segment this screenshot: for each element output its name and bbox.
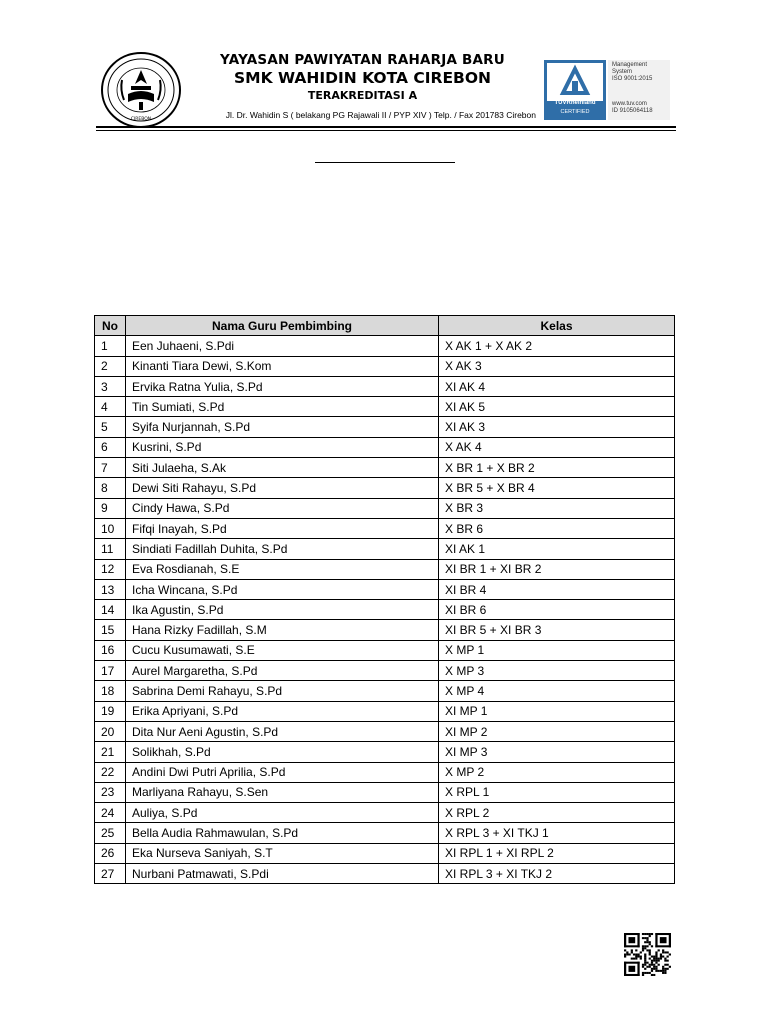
cell-class: X RPL 2	[439, 803, 675, 823]
table-row	[95, 498, 675, 518]
table-row	[95, 478, 675, 498]
cell-teacher-name: Cucu Kusumawati, S.E	[126, 640, 439, 660]
table-row	[95, 579, 675, 599]
cell-class: XI MP 3	[439, 742, 675, 762]
table-row	[95, 620, 675, 640]
cell-teacher-name: Marliyana Rahayu, S.Sen	[126, 782, 439, 802]
table-row	[95, 559, 675, 579]
cell-no: 8	[95, 478, 126, 498]
cell-teacher-name: Cindy Hawa, S.Pd	[126, 498, 439, 518]
cell-class: X MP 1	[439, 640, 675, 660]
table-row	[95, 397, 675, 417]
cell-no: 18	[95, 681, 126, 701]
cell-no: 24	[95, 803, 126, 823]
title-underline	[315, 162, 455, 163]
letterhead-divider-thin	[96, 130, 676, 131]
table-row	[95, 336, 675, 356]
cell-class: X MP 3	[439, 661, 675, 681]
cell-no: 4	[95, 397, 126, 417]
cell-teacher-name: Dewi Siti Rahayu, S.Pd	[126, 478, 439, 498]
cell-teacher-name: Icha Wincana, S.Pd	[126, 579, 439, 599]
cell-class: XI BR 5 + XI BR 3	[439, 620, 675, 640]
table-row	[95, 843, 675, 863]
table-row	[95, 803, 675, 823]
cell-class: X RPL 3 + XI TKJ 1	[439, 823, 675, 843]
cell-no: 20	[95, 721, 126, 741]
school-name: SMK WAHIDIN KOTA CIREBON	[233, 69, 491, 87]
cell-no: 19	[95, 701, 126, 721]
cell-no: 6	[95, 437, 126, 457]
cell-class: XI AK 5	[439, 397, 675, 417]
cell-class: XI AK 3	[439, 417, 675, 437]
cell-teacher-name: Eka Nurseva Saniyah, S.T	[126, 843, 439, 863]
cell-class: XI RPL 3 + XI TKJ 2	[439, 864, 675, 884]
cell-teacher-name: Een Juhaeni, S.Pdi	[126, 336, 439, 356]
cell-class: XI MP 2	[439, 721, 675, 741]
table-row	[95, 681, 675, 701]
certified-label: CERTIFIED	[560, 109, 590, 115]
cell-class: X RPL 1	[439, 782, 675, 802]
iso-certificate-badge	[544, 60, 670, 120]
table-row	[95, 376, 675, 396]
cell-class: XI BR 4	[439, 579, 675, 599]
cell-teacher-name: Bella Audia Rahmawulan, S.Pd	[126, 823, 439, 843]
school-address: Jl. Dr. Wahidin S ( belakang PG Rajawali II / PYP XIV ) Telp. / Fax 201783 Cirebon	[225, 110, 536, 120]
cell-teacher-name: Ika Agustin, S.Pd	[126, 600, 439, 620]
table-row	[95, 721, 675, 741]
cell-teacher-name: Fifqi Inayah, S.Pd	[126, 518, 439, 538]
table-body	[95, 336, 675, 884]
cell-no: 3	[95, 376, 126, 396]
table-row	[95, 823, 675, 843]
cell-teacher-name: Tin Sumiati, S.Pd	[126, 397, 439, 417]
cell-teacher-name: Auliya, S.Pd	[126, 803, 439, 823]
cell-no: 1	[95, 336, 126, 356]
tuv-triangle-icon	[547, 63, 603, 101]
cell-no: 17	[95, 661, 126, 681]
cell-no: 13	[95, 579, 126, 599]
table-row	[95, 356, 675, 376]
table-row	[95, 864, 675, 884]
cell-class: XI AK 1	[439, 539, 675, 559]
cell-teacher-name: Solikhah, S.Pd	[126, 742, 439, 762]
table-row	[95, 539, 675, 559]
cell-class: X BR 5 + X BR 4	[439, 478, 675, 498]
cell-no: 22	[95, 762, 126, 782]
cell-no: 11	[95, 539, 126, 559]
table-row	[95, 417, 675, 437]
cell-class: X MP 2	[439, 762, 675, 782]
cell-teacher-name: Sabrina Demi Rahayu, S.Pd	[126, 681, 439, 701]
header-name: Nama Guru Pembimbing	[126, 316, 439, 336]
table-row	[95, 742, 675, 762]
cell-teacher-name: Sindiati Fadillah Duhita, S.Pd	[126, 539, 439, 559]
cell-teacher-name: Syifa Nurjannah, S.Pd	[126, 417, 439, 437]
cell-no: 7	[95, 458, 126, 478]
cell-class: X BR 1 + X BR 2	[439, 458, 675, 478]
accreditation: TERAKREDITASI A	[307, 89, 418, 102]
organization-name: YAYASAN PAWIYATAN RAHARJA BARU	[220, 52, 505, 68]
cell-teacher-name: Andini Dwi Putri Aprilia, S.Pd	[126, 762, 439, 782]
cell-no: 16	[95, 640, 126, 660]
letterhead	[190, 52, 535, 103]
cell-no: 27	[95, 864, 126, 884]
logo-caption: CIREBON	[130, 117, 152, 122]
cell-no: 26	[95, 843, 126, 863]
cell-teacher-name: Ervika Ratna Yulia, S.Pd	[126, 376, 439, 396]
cell-teacher-name: Aurel Margaretha, S.Pd	[126, 661, 439, 681]
cell-teacher-name: Kusrini, S.Pd	[126, 437, 439, 457]
cell-no: 23	[95, 782, 126, 802]
cell-class: X AK 1 + X AK 2	[439, 336, 675, 356]
tuv-brand: TÜVRheinland	[554, 100, 596, 106]
cell-class: XI MP 1	[439, 701, 675, 721]
cell-no: 14	[95, 600, 126, 620]
cell-teacher-name: Siti Julaeha, S.Ak	[126, 458, 439, 478]
table-row	[95, 458, 675, 478]
cell-class: X BR 3	[439, 498, 675, 518]
school-logo-icon	[100, 50, 182, 130]
header-no: No	[95, 316, 126, 336]
cell-teacher-name: Erika Apriyani, S.Pd	[126, 701, 439, 721]
header-class: Kelas	[439, 316, 675, 336]
table-header-row	[95, 316, 675, 336]
table-row	[95, 661, 675, 681]
cell-no: 10	[95, 518, 126, 538]
cell-teacher-name: Dita Nur Aeni Agustin, S.Pd	[126, 721, 439, 741]
cell-class: XI RPL 1 + XI RPL 2	[439, 843, 675, 863]
cell-no: 2	[95, 356, 126, 376]
tuv-logo	[544, 60, 606, 120]
cell-teacher-name: Eva Rosdianah, S.E	[126, 559, 439, 579]
cell-class: XI AK 4	[439, 376, 675, 396]
cell-class: X AK 4	[439, 437, 675, 457]
cell-teacher-name: Nurbani Patmawati, S.Pdi	[126, 864, 439, 884]
qr-code-icon	[624, 933, 671, 976]
cell-class: X BR 6	[439, 518, 675, 538]
table-row	[95, 518, 675, 538]
certificate-details: Management System ISO 9001:2015 www.tuv.com ID 9105064118	[608, 60, 670, 120]
cell-class: X MP 4	[439, 681, 675, 701]
cell-no: 25	[95, 823, 126, 843]
cell-no: 15	[95, 620, 126, 640]
table-row	[95, 762, 675, 782]
table-row	[95, 640, 675, 660]
cell-teacher-name: Kinanti Tiara Dewi, S.Kom	[126, 356, 439, 376]
letterhead-divider	[96, 126, 676, 128]
teacher-table	[94, 315, 675, 884]
table-row	[95, 600, 675, 620]
table-row	[95, 437, 675, 457]
cell-class: XI BR 6	[439, 600, 675, 620]
table-row	[95, 782, 675, 802]
cell-no: 9	[95, 498, 126, 518]
cell-no: 5	[95, 417, 126, 437]
cell-class: XI BR 1 + XI BR 2	[439, 559, 675, 579]
cell-no: 12	[95, 559, 126, 579]
table-row	[95, 701, 675, 721]
cell-class: X AK 3	[439, 356, 675, 376]
cell-no: 21	[95, 742, 126, 762]
cell-teacher-name: Hana Rizky Fadillah, S.M	[126, 620, 439, 640]
